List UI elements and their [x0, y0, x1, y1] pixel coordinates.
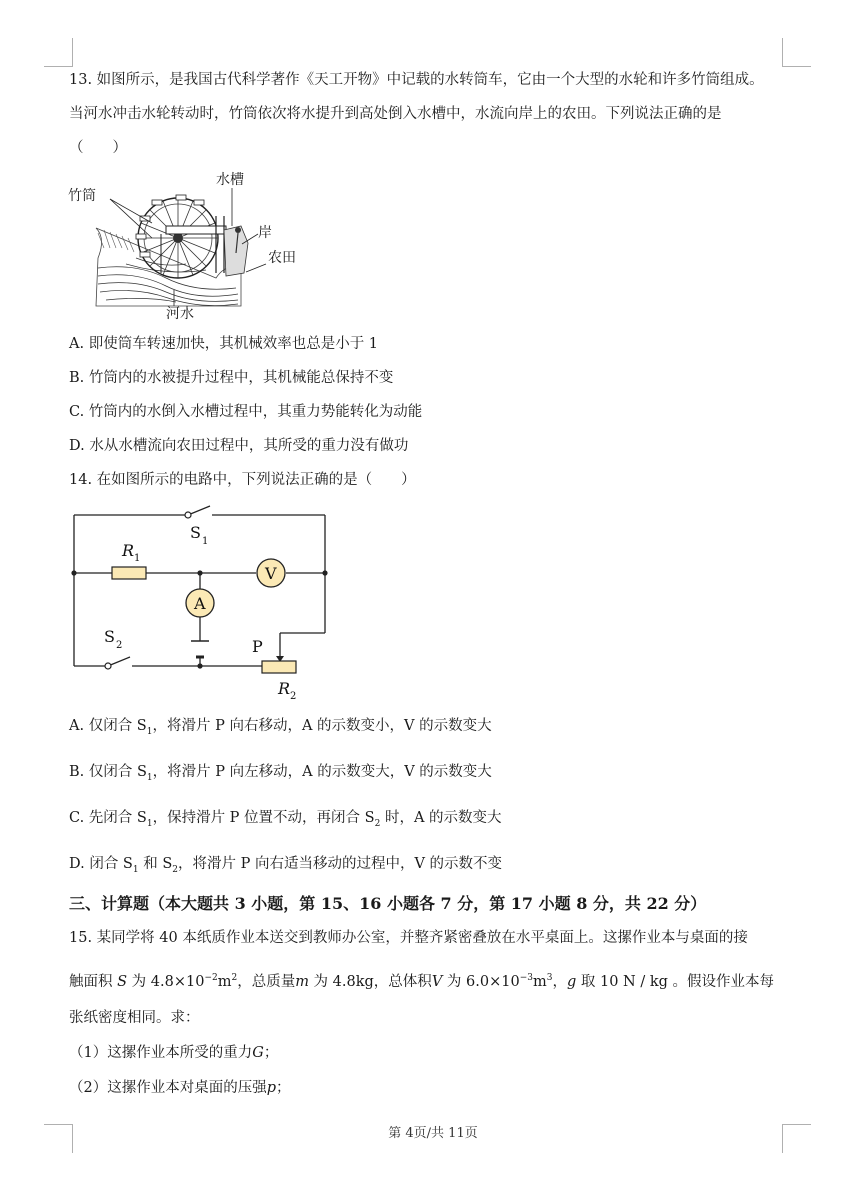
r2-sub: 2 — [290, 691, 297, 702]
label-river: 河水 — [166, 306, 194, 320]
s2-label: S — [104, 627, 115, 646]
q14-option-b: B. 仅闭合 $S_1$，将滑片 P 向左移动，A 的示数变大，V 的示数变大 — [69, 764, 492, 783]
q13-option-d: D. 水从水槽流向农田过程中，其所受的重力没有做功 — [69, 438, 409, 454]
slider-p-label: P — [252, 637, 263, 656]
q14-option-d: D. 闭合 $S_1$ 和 $S_2$，将滑片 P 向右适当移动的过程中，V 的示数不变 — [69, 856, 503, 875]
s2-sub: 2 — [116, 640, 123, 651]
waterwheel-illustration — [66, 168, 316, 320]
s1-label: S — [190, 523, 201, 542]
s1-sub: 1 — [202, 536, 209, 547]
q13-option-b: B. 竹筒内的水被提升过程中，其机械能总保持不变 — [69, 370, 394, 386]
section3-heading: 三、计算题（本大题共 3 小题，第 15、16 小题各 7 分，第 17 小题 8 分，共 22 分） — [69, 894, 707, 913]
ammeter-label: A — [194, 594, 206, 613]
label-bamboo: 竹筒 — [68, 188, 96, 204]
label-trough: 水槽 — [216, 172, 244, 188]
q13-option-a: A. 即使筒车转速加快，其机械效率也总是小于 1 — [69, 336, 379, 352]
q15-line3: 张纸密度相同。求： — [69, 1010, 200, 1026]
crop-mark-top-right — [782, 38, 811, 67]
q15-line2: 触面积 S 为 $4.8\times 10^{-2}m^2$，总质量m 为 4.8kg，总体积V 为 $6.0\times 10^{-3}m^3$，g 取 10 N / kg 。假设作业本每 — [69, 973, 774, 990]
q14-option-a: A. 仅闭合 $S_1$，将滑片 P 向右移动，A 的示数变小，V 的示数变大 — [69, 718, 492, 737]
voltmeter-label: V — [265, 564, 277, 583]
r2-label: R — [278, 679, 291, 698]
r1-label: R — [122, 541, 135, 560]
circuit-svg — [60, 498, 350, 704]
waterwheel-figure — [66, 168, 316, 320]
label-bank: 岸 — [258, 225, 272, 241]
r1-sub: 1 — [134, 553, 141, 564]
q13-line3: （ ） — [69, 140, 127, 156]
label-farmland: 农田 — [268, 250, 296, 266]
circuit-diagram — [60, 498, 350, 704]
q14-option-c: C. 先闭合 $S_1$，保持滑片 P 位置不动，再闭合 $S_2$ 时，A 的示数变大 — [69, 810, 502, 829]
q15-sub2: （2）这摞作业本对桌面的压强p； — [69, 1080, 291, 1096]
q13-line1: 13. 如图所示，是我国古代科学著作《天工开物》中记载的水转筒车，它由一个大型的水轮和许多竹筒组成。 — [69, 72, 764, 88]
q15-line1: 15. 某同学将 40 本纸质作业本送交到教师办公室，并整齐紧密叠放在水平桌面上。这摞作业本与桌面的接 — [69, 930, 748, 946]
page-footer: 第 4页/共 11页 — [388, 1126, 478, 1141]
q14-stem: 14. 在如图所示的电路中，下列说法正确的是（ ） — [69, 472, 416, 488]
crop-mark-top-left — [44, 38, 73, 67]
q15-sub1: （1）这摞作业本所受的重力G； — [69, 1045, 279, 1061]
q13-line2: 当河水冲击水轮转动时，竹筒依次将水提升到高处倒入水槽中，水流向岸上的农田。下列说法正确的是 — [69, 106, 722, 122]
q13-option-c: C. 竹筒内的水倒入水槽过程中，其重力势能转化为动能 — [69, 404, 423, 420]
